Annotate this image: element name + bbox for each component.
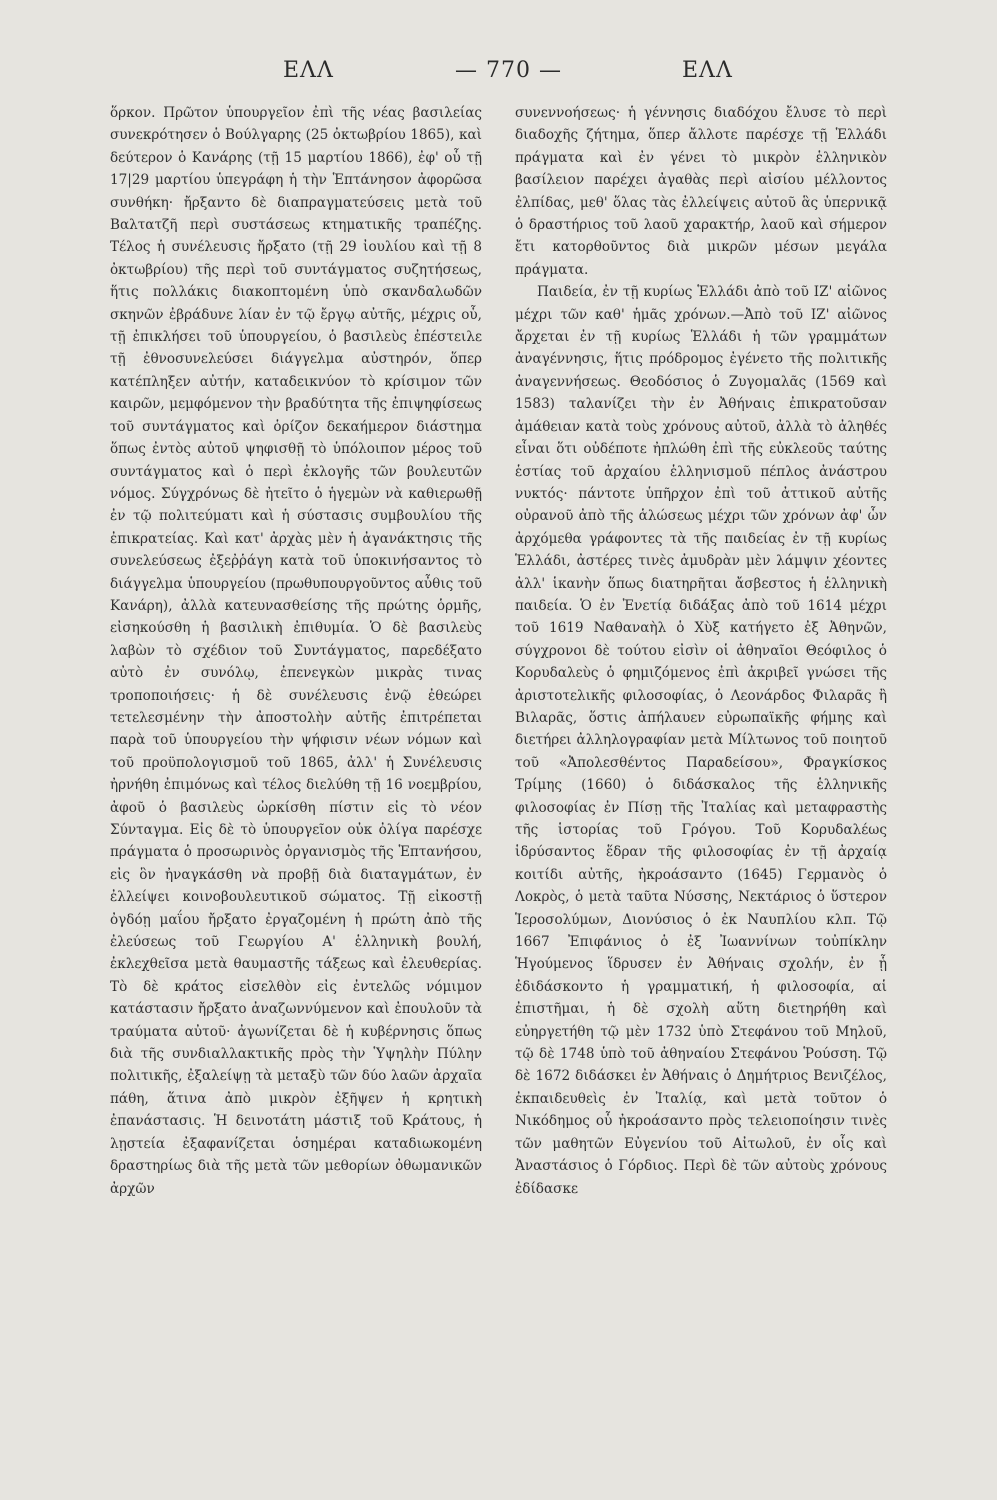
right-column-paragraph-2: Παιδεία, ἐν τῇ κυρίως Ἑλλάδι ἀπὸ τοῦ ΙΖ' αἰῶνος μέχρι τῶν καθ' ἡμᾶς χρόνων.—Ἀπὸ τοῦ ΙΖ' αἰῶνος ἄρχεται ἐν τῇ κυρίως Ἑλλάδι ἡ τῶν γραμμάτων ἀναγέννησις, ἥτις πρόδρομος ἐγένετο τῆς πολιτικῆς ἀναγεννήσεως. Θεοδόσιος ὁ Ζυγομαλᾶς (1569 καὶ 1583) ταλανίζει τὴν ἐν Ἀθήναις ἐπικρατοῦσαν ἀμάθειαν κατὰ τοὺς χρόνους αὐτοῦ, ἀλλὰ τὸ ἀληθές εἶναι ὅτι οὐδέποτε ἠπλώθη ἐπὶ τῆς εὐκλεοῦς ταύτης ἑστίας τοῦ ἀρχαίου ἑλληνισμοῦ πέπλος ἀνάστρου νυκτός· πάντοτε ὑπῆρχον ἐπὶ τοῦ ἀττικοῦ αὐτῆς οὐρανοῦ ἀπὸ τῆς ἁλώσεως μέχρι τῶν χρόνων ἀφ' ὧν ἀρχόμεθα γράφοντες τὰ τῆς παιδείας ἐν τῇ κυρίως Ἑλλάδι, ἀστέρες τινὲς ἀμυδρὰν μὲν λάμψιν χέοντες ἀλλ' ἱκανὴν ὅπως διατηρῆται ἄσβεστος ἡ ἑλληνικὴ παιδεία. Ὁ ἐν Ἐνετίᾳ διδάξας ἀπὸ τοῦ 1614 μέχρι τοῦ 1619 Ναθαναὴλ ὁ Χὺξ κατήγετο ἐξ Ἀθηνῶν, σύγχρονοι δὲ τούτου εἰσὶν οἱ ἀθηναῖοι Θεόφιλος ὁ Κορυδαλεὺς ὁ φημιζόμενος ἐπὶ ἀκριβεῖ γνώσει τῆς ἀριστοτελικῆς φιλοσοφίας, ὁ Λεονάρδος Φιλαρᾶς ἢ Βιλαρᾶς, ὅστις ἀπήλαυεν εὐρωπαϊκῆς φήμης καὶ διετήρει ἀλληλογραφίαν μετὰ Μίλτωνος τοῦ ποιητοῦ τοῦ «Ἀπολεσθέντος Παραδείσου», Φραγκίσκος Τρίμης (1660) ὁ διδάσκαλος τῆς ἑλληνικῆς φιλοσοφίας ἐν Πίσῃ τῆς Ἰταλίας καὶ μεταφραστὴς τῆς ἱστορίας τοῦ Γρόγου. Τοῦ Κορυδαλέως ἱδρύσαντος ἕδραν τῆς φιλοσοφίας ἐν τῇ ἀρχαίᾳ κοιτίδι αὐτῆς, ἠκροάσαντο (1645) Γερμανὸς ὁ Λοκρὸς, ὁ μετὰ ταῦτα Νύσσης, Νεκτάριος ὁ ὕστερον Ἱεροσολύμων, Διονύσιος ὁ ἐκ Ναυπλίου κλπ. Τῷ 1667 Ἐπιφάνιος ὁ ἐξ Ἰωαννίνων τοὐπίκλην Ἡγούμενος ἵδρυσεν ἐν Ἀθήναις σχολήν, ἐν ᾗ ἐδιδάσκοντο ἡ γραμματική, ἡ φιλοσοφία, αἱ ἐπιστῆμαι, ἡ δὲ σχολὴ αὕτη διετηρήθη καὶ εὐηργετήθη τῷ μὲν 1732 ὑπὸ Στεφάνου τοῦ Μηλοῦ, τῷ δὲ 1748 ὑπὸ τοῦ ἀθηναίου Στεφάνου Ῥούσση. Τῷ δὲ 1672 διδάσκει ἐν Ἀθήναις ὁ Δημήτριος Βενιζέλος, ἐκπαιδευθεὶς ἐν Ἰταλίᾳ, καὶ μετὰ τοῦτον ὁ Νικόδημος οὗ ἠκροάσαντο πρὸς τελειοποίησιν τινὲς τῶν μαθητῶν Εὐγενίου τοῦ Αἰτωλοῦ, ἐν οἷς καὶ Ἀναστάσιος ὁ Γόρδιος. Περὶ δὲ τῶν αὐτοὺς χρόνους ἐδίδασκε <box>515 284 887 1197</box>
right-column-paragraph-1: συνεννοήσεως· ἡ γέννησις διαδόχου ἔλυσε τὸ περὶ διαδοχῆς ζήτημα, ὅπερ ἄλλοτε παρέσχε τῇ Ἑλλάδι πράγματα καὶ ἐν γένει τὸ μικρὸν ἑλληνικὸν βασίλειον παρέχει ἀγαθὰς περὶ αἰσίου μέλλοντος ἐλπίδας, μεθ' ὅλας τὰς ἐλλείψεις αὐτοῦ ἃς ὑπερνικᾷ ὁ δραστήριος τοῦ λαοῦ χαρακτήρ, λαοῦ καὶ σήμερον ἔτι κατορθοῦντος διὰ μικρῶν μέσων μεγάλα πράγματα. <box>515 105 887 278</box>
left-column-paragraph: ὅρκον. Πρῶτον ὑπουργεῖον ἐπὶ τῆς νέας βασιλείας συνεκρότησεν ὁ Βούλγαρης (25 ὀκτωβρίου 1865), καὶ δεύτερον ὁ Κανάρης (τῇ 15 μαρτίου 1866), ἐφ' οὗ τῇ 17|29 μαρτίου ὑπεγράφη ἡ τὴν Ἑπτάνησον ἀφορῶσα συνθήκη· ἤρξαντο δὲ διαπραγματεύσεις μετὰ τοῦ Βαλτατζῆ περὶ συστάσεως κτηματικῆς τραπέζης. Τέλος ἡ συνέλευσις ἤρξατο (τῇ 29 ἰουλίου καὶ τῇ 8 ὀκτωβρίου) τῆς περὶ τοῦ συντάγματος συζητήσεως, ἥτις πολλάκις διακοπτομένη ὑπὸ σκανδαλωδῶν σκηνῶν ἐβράδυνε λίαν ἐν τῷ ἔργῳ αὐτῆς, μέχρις οὗ, τῇ ἐπικλήσει τοῦ ὑπουργείου, ὁ βασιλεὺς ἐπέστειλε τῇ ἐθνοσυνελεύσει διάγγελμα αὐστηρόν, ὅπερ κατέπληξεν αὐτήν, καταδεικνύον τὸ κρίσιμον τῶν καιρῶν, μεμφόμενον τὴν βραδύτητα τῆς ἐπιψηφίσεως τοῦ συντάγματος καὶ ὁρίζον δεκαήμερον διάστημα ὅπως ἐντὸς αὐτοῦ ψηφισθῇ τὸ ὑπόλοιπον μέρος τοῦ συντάγματος καὶ ὁ περὶ ἐκλογῆς τῶν βουλευτῶν νόμος. Σύγχρόνως δὲ ἠτεῖτο ὁ ἡγεμὼν νὰ καθιερωθῇ ἐν τῷ πολιτεύματι καὶ ἡ σύστασις συμβουλίου τῆς ἐπικρατείας. Καὶ κατ' ἀρχὰς μὲν ἡ ἀγανάκτησις τῆς συνελεύσεως ἐξεῤῥάγη κατὰ τοῦ ὑποκινήσαντος τὸ διάγγελμα ὑπουργείου (πρωθυπουργοῦντος αὖθις τοῦ Κανάρη), ἀλλὰ κατευνασθείσης τῆς πρώτης ὁρμῆς, εἰσηκούσθη ἡ βασιλικὴ ἐπιθυμία. Ὁ δὲ βασιλεὺς λαβὼν τὸ σχέδιον τοῦ Συντάγματος, παρεδέξατο αὐτὸ ἐν συνόλῳ, ἐπενεγκὼν μικρὰς τινας τροποποιήσεις· ἡ δὲ συνέλευσις ἐνῷ ἐθεώρει τετελεσμένην τὴν ἀποστολὴν αὐτῆς ἐπιτρέπεται παρὰ τοῦ ὑπουργείου τὴν ψήφισιν νέων νόμων καὶ τοῦ προϋπολογισμοῦ τοῦ 1865, ἀλλ' ἡ Συνέλευσις ἠρνήθη ἐπιμόνως καὶ τέλος διελύθη τῇ 16 νοεμβρίου, ἀφοῦ ὁ βασιλεὺς ὠρκίσθη πίστιν εἰς τὸ νέον Σύνταγμα. Εἰς δὲ τὸ ὑπουργεῖον οὐκ ὀλίγα παρέσχε πράγματα ὁ προσωρινὸς ὀργανισμὸς τῆς Ἑπτανήσου, εἰς ὃν ἠναγκάσθη νὰ προβῇ διὰ διαταγμάτων, ἐν ἐλλείψει κοινοβουλευτικοῦ σώματος. Τῇ εἰκοστῇ ὀγδόῃ μαΐου ἤρξατο ἐργαζομένη ἡ πρώτη ἀπὸ τῆς ἐλεύσεως τοῦ Γεωργίου Α' ἑλληνικὴ βουλή, ἐκλεχθεῖσα μετὰ θαυμαστῆς τάξεως καὶ ἐλευθερίας. Τὸ δὲ κράτος εἰσελθὸν εἰς ἐντελῶς νόμιμον κατάστασιν ἤρξατο ἀναζωννύμενον καὶ ἐπουλοῦν τὰ τραύματα αὐτοῦ· ἀγωνίζεται δὲ ἡ κυβέρνησις ὅπως διὰ τῆς συνδιαλλακτικῆς πρὸς τὴν Ὑψηλὴν Πύλην πολιτικῆς, ἐξαλείψῃ τὰ μεταξὺ τῶν δύο λαῶν ἀρχαῖα πάθη, ἅτινα ἀπὸ μικρὸν ἐξῆψεν ἡ κρητικὴ ἐπανάστασις. Ἡ δεινοτάτη μάστιξ τοῦ Κράτους, ἡ λῃστεία ἐξαφανίζεται ὁσημέραι καταδιωκομένη δραστηρίως διὰ τῆς μετὰ τῶν μεθορίων ὀθωμανικῶν ἀρχῶν <box>110 105 482 1197</box>
right-column <box>515 102 887 1200</box>
header-left-title: ΕΛΛ <box>283 58 334 83</box>
left-column <box>110 102 482 1200</box>
page-number: — 770 — <box>455 58 562 83</box>
running-header <box>0 58 997 98</box>
header-right-title: ΕΛΛ <box>682 58 733 83</box>
